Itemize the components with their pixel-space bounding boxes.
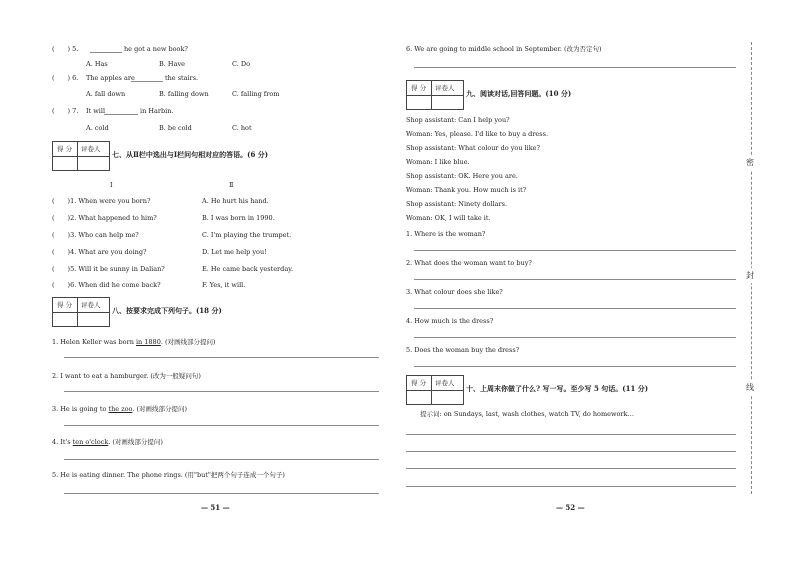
seal-label-xian: 线 <box>746 380 754 395</box>
answer-line[interactable] <box>64 425 379 426</box>
answer-line[interactable] <box>64 391 379 392</box>
match-question: ( )2. What happened to him? <box>52 214 157 222</box>
page-number-right: — 52 — <box>556 503 585 512</box>
question-6-stem-a: The apples are <box>86 74 135 82</box>
score-box <box>406 80 464 110</box>
score-label: 得 分 <box>57 301 73 309</box>
reading-question: 4. How much is the dress? <box>406 317 494 325</box>
seal-label-feng: 封 <box>746 268 754 283</box>
match-answer: D. Let me help you! <box>202 248 267 256</box>
answer-line[interactable] <box>414 337 736 338</box>
blank-line[interactable] <box>104 114 138 115</box>
option-c: C. Do <box>232 60 250 68</box>
option-b: B. be cold <box>159 124 192 132</box>
answer-line[interactable] <box>414 67 736 68</box>
option-c: C. falling from <box>232 90 280 98</box>
seal-label-mi: 密 <box>746 155 754 170</box>
answer-line[interactable] <box>64 357 379 358</box>
section-9-title: 九、阅读对话,回答问题。(10 分) <box>466 89 572 98</box>
match-answer: F. Yes, it will. <box>202 281 246 289</box>
column-2-header: Ⅱ <box>229 181 234 189</box>
dialogue-line: Woman: Yes, please. I'd like to buy a dress. <box>406 130 549 138</box>
match-question: ( )3. Who can help me? <box>52 231 139 239</box>
reading-question: 5. Does the woman buy the dress? <box>406 346 520 354</box>
writing-line[interactable] <box>406 468 736 469</box>
match-answer: B. I was born in 1990. <box>202 214 275 222</box>
column-1-header: Ⅰ <box>110 181 113 189</box>
reading-question: 3. What colour does she like? <box>406 288 503 296</box>
score-label: 得 分 <box>411 379 427 387</box>
score-label: 得 分 <box>57 145 73 153</box>
question-6-stem-b: the stairs. <box>165 74 199 82</box>
match-answer: A. He hurt his hand. <box>202 197 269 205</box>
rewrite-item-2: 2. I want to eat a hamburger. (改为一般疑问句) <box>52 372 201 380</box>
match-question: ( )6. When did he come back? <box>52 281 161 289</box>
reading-question: 2. What does the woman want to buy? <box>406 259 532 267</box>
rewrite-item-5: 5. He is eating dinner. The phone rings. (用"but"把两个句子连成一个句子) <box>52 471 285 479</box>
dialogue-line: Woman: OK, I will take it. <box>406 214 491 222</box>
option-a: A. cold <box>86 124 109 132</box>
score-box <box>52 297 110 327</box>
option-a: A. fall down <box>86 90 126 98</box>
option-b: B. Have <box>159 60 185 68</box>
section-10-title: 十、上周末你做了什么? 写一写。至少写 5 句话。(11 分) <box>466 384 649 393</box>
dialogue-line: Shop assistant: OK. Here you are. <box>406 172 518 180</box>
dialogue-line: Woman: Thank you. How much is it? <box>406 186 527 194</box>
rewrite-item-6: 6. We are going to middle school in September. (改为否定句) <box>406 45 602 53</box>
score-box <box>52 141 110 171</box>
writing-line[interactable] <box>406 486 736 487</box>
blank-line[interactable] <box>90 52 122 53</box>
dialogue-line: Woman: I like blue. <box>406 158 470 166</box>
match-answer: E. He came back yesterday. <box>202 265 294 273</box>
answer-line[interactable] <box>64 493 379 494</box>
match-question: ( )5. Will it be sunny in Dalian? <box>52 265 165 273</box>
option-a: A. Has <box>86 60 108 68</box>
rewrite-item-3: 3. He is going to the zoo. (对画线部分提问) <box>52 405 188 413</box>
rewrite-item-4: 4. It's ten o'clock. (对画线部分提问) <box>52 438 163 446</box>
match-question: ( )1. When were you born? <box>52 197 151 205</box>
question-7-stem-b: in Harbin. <box>140 107 174 115</box>
section-7-title: 七、从Ⅱ栏中选出与Ⅰ栏问句相对应的答语。(6 分) <box>112 150 269 159</box>
blank-line[interactable] <box>131 81 163 82</box>
score-label: 得 分 <box>411 84 427 92</box>
question-5-number: ( ) 5. <box>52 45 79 53</box>
hint-words: 提示词: on Sundays, last, wash clothes, watch TV, do homework… <box>420 410 634 418</box>
grader-label: 评卷人 <box>81 301 101 309</box>
page-number-left: — 51 — <box>201 503 230 512</box>
dialogue-line: Shop assistant: What colour do you like? <box>406 144 541 152</box>
question-7-number: ( ) 7. <box>52 107 79 115</box>
answer-line[interactable] <box>414 308 736 309</box>
score-box <box>406 375 464 405</box>
question-7-stem-a: It will <box>86 107 106 115</box>
dialogue-line: Shop assistant: Can I help you? <box>406 116 510 124</box>
grader-label: 评卷人 <box>435 84 455 92</box>
match-question: ( )4. What are you doing? <box>52 248 147 256</box>
answer-line[interactable] <box>414 250 736 251</box>
writing-line[interactable] <box>406 451 736 452</box>
question-5-stem: he got a new book? <box>124 45 188 53</box>
match-answer: C. I'm playing the trumpet. <box>202 231 292 239</box>
reading-question: 1. Where is the woman? <box>406 230 486 238</box>
option-b: B. falling down <box>159 90 209 98</box>
answer-line[interactable] <box>414 279 736 280</box>
section-8-title: 八、按要求完成下列句子。(18 分) <box>112 306 222 315</box>
option-c: C. hot <box>232 124 252 132</box>
dialogue-line: Shop assistant: Ninety dollars. <box>406 200 508 208</box>
writing-line[interactable] <box>406 434 736 435</box>
answer-line[interactable] <box>414 366 736 367</box>
answer-line[interactable] <box>64 459 379 460</box>
grader-label: 评卷人 <box>435 379 455 387</box>
rewrite-item-1: 1. Helen Keller was born in 1880. (对画线部分提问) <box>52 338 216 346</box>
question-6-number: ( ) 6. <box>52 74 79 82</box>
grader-label: 评卷人 <box>81 145 101 153</box>
